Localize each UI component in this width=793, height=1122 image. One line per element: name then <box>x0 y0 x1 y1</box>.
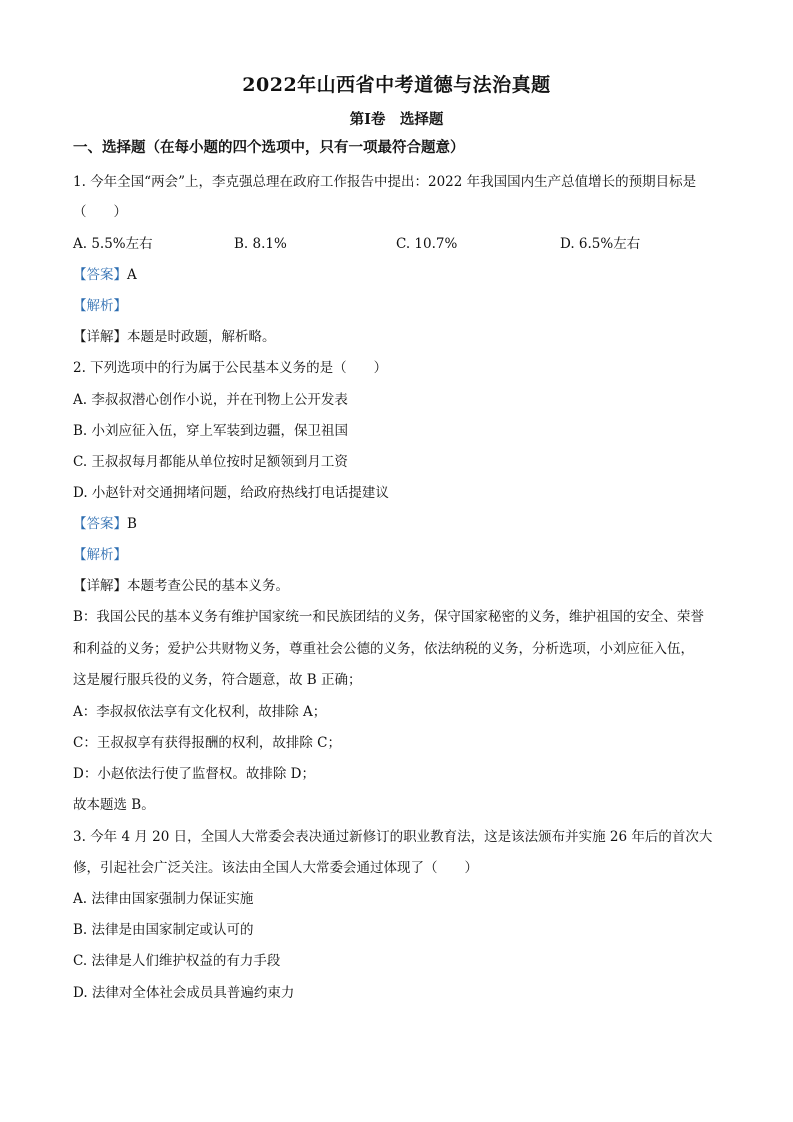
detail-text: 本题是时政题，解析略。 <box>127 329 276 345</box>
q3-option-a: A. 法律由国家强制力保证实施 <box>73 891 254 907</box>
answer-tag: 【答案】 <box>73 516 127 532</box>
q2-option-c: C. 王叔叔每月都能从单位按时足额领到月工资 <box>73 454 348 470</box>
q1-analysis-tag: 【解析】 <box>73 298 127 314</box>
q3-stem-line1: 3. 今年 4 月 20 日，全国人大常委会表决通过新修订的职业教育法，这是该法颁布并实施 26 年后的首次大 <box>73 829 713 845</box>
q3-option-d: D. 法律对全体社会成员具普遍约束力 <box>73 985 295 1001</box>
q2-stem: 2. 下列选项中的行为属于公民基本义务的是（ ） <box>73 360 388 376</box>
answer-tag: 【答案】 <box>73 267 127 283</box>
q3-stem-line2: 修，引起社会广泛关注。该法由全国人大常委会通过体现了（ ） <box>73 860 478 876</box>
q2-explanation-c: C：王叔叔享有获得报酬的权利，故排除 C； <box>73 735 341 751</box>
q2-detail <box>73 576 289 596</box>
q2-explanation-d: D：小赵依法行使了监督权。故排除 D； <box>73 766 315 782</box>
q3-option-b: B. 法律是由国家制定或认可的 <box>73 922 254 938</box>
q1-option-a: A. 5.5%左右 <box>73 236 153 252</box>
q2-conclusion: 故本题选 B。 <box>73 797 155 813</box>
detail-tag: 【详解】 <box>73 578 127 594</box>
q2-explanation-a: A：李叔叔依法享有文化权利，故排除 A； <box>73 704 327 720</box>
q1-detail <box>73 327 276 347</box>
q1-option-c: C. 10.7% <box>396 236 458 252</box>
q2-option-d: D. 小赵针对交通拥堵问题，给政府热线打电话提建议 <box>73 485 389 501</box>
q2-explanation-b-line3: 这是履行服兵役的义务，符合题意，故 B 正确； <box>73 672 362 688</box>
q2-option-a: A. 李叔叔潜心创作小说，并在刊物上公开发表 <box>73 392 348 408</box>
q1-stem-line2: （ ） <box>73 204 127 220</box>
answer-value: A <box>127 267 137 283</box>
q2-answer <box>73 514 137 534</box>
q2-explanation-b-line2: 和利益的义务；爱护公共财物义务，尊重社会公德的义务，依法纳税的义务，分析选项，小刘应征入伍， <box>73 641 694 657</box>
q1-option-d: D. 6.5%左右 <box>560 236 641 252</box>
q1-stem-line1: 1. 今年全国“两会”上，李克强总理在政府工作报告中提出：2022 年我国国内生产总值增长的预期目标是 <box>73 174 697 190</box>
detail-text: 本题考查公民的基本义务。 <box>127 578 289 594</box>
q2-explanation-b-line1: B：我国公民的基本义务有维护国家统一和民族团结的义务，保守国家秘密的义务，维护祖国的安全、荣誉 <box>73 609 704 625</box>
q1-option-b: B. 8.1% <box>234 236 287 252</box>
q1-answer <box>73 265 137 285</box>
part-heading: 一、选择题（在每小题的四个选项中，只有一项最符合题意） <box>73 139 465 156</box>
q3-option-c: C. 法律是人们维护权益的有力手段 <box>73 953 281 969</box>
answer-value: B <box>127 516 137 532</box>
document-title: 2022年山西省中考道德与法治真题 <box>242 74 551 96</box>
detail-tag: 【详解】 <box>73 329 127 345</box>
section-title: 第Ⅰ卷 选择题 <box>349 111 444 128</box>
q2-analysis-tag: 【解析】 <box>73 547 127 563</box>
q2-option-b: B. 小刘应征入伍，穿上军装到边疆，保卫祖国 <box>73 423 349 439</box>
